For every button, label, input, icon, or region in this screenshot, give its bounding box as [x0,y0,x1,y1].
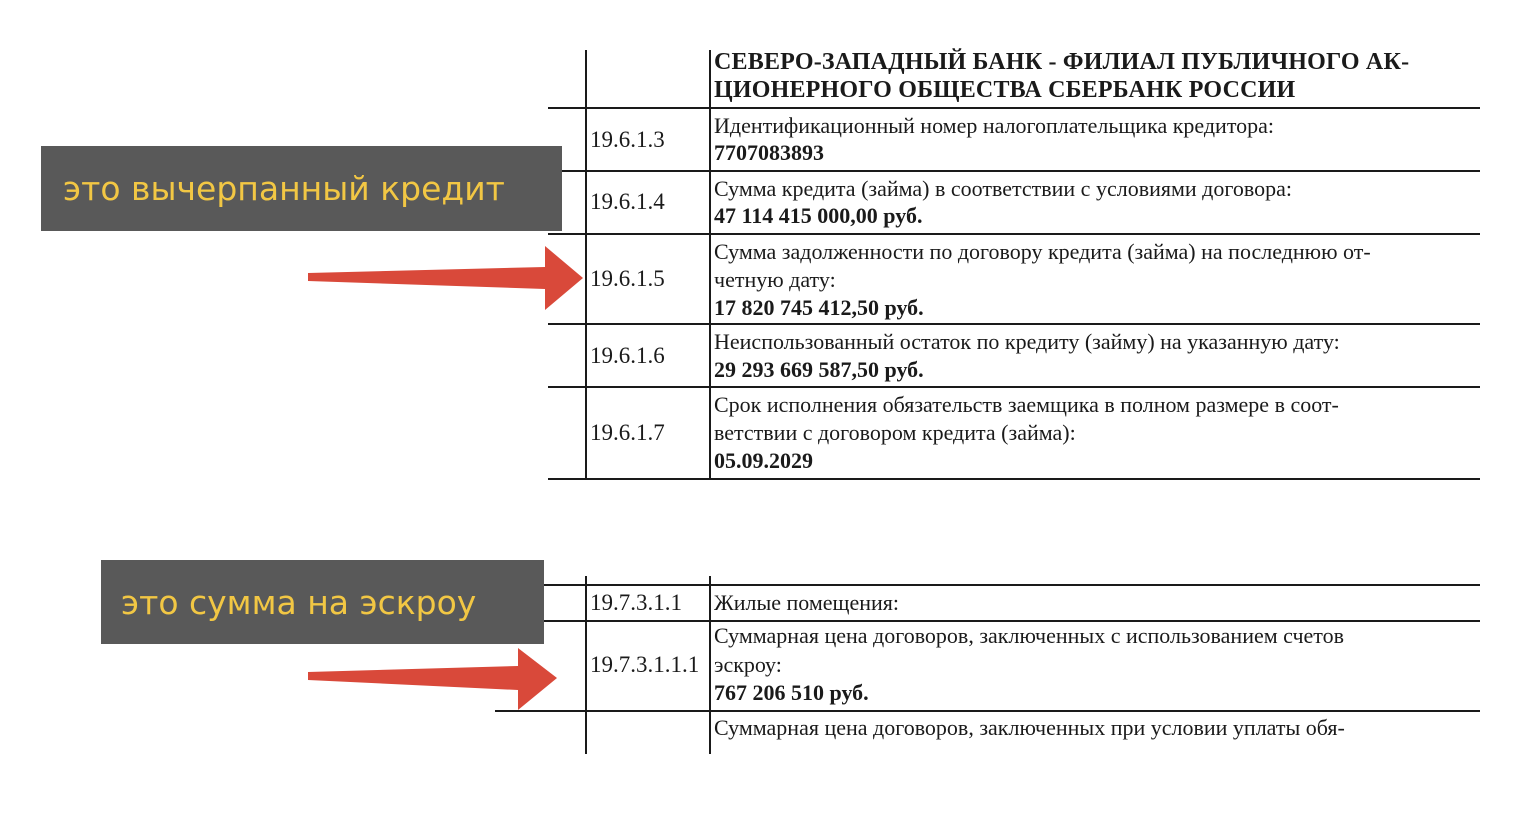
table2-divider-mid [709,576,711,754]
row-code: 19.7.3.1.1 [590,590,682,615]
row-label: четную дату: [714,267,836,292]
row-label: эскроу: [714,652,782,677]
annotation-tag-escrow [101,560,544,644]
bank-name-line1: СЕВЕРО-ЗАПАДНЫЙ БАНК - ФИЛИАЛ ПУБЛИЧНОГО АК- [714,49,1410,75]
annotation-tag-escrow-label: это сумма на эскроу [121,582,477,622]
row-code: 19.6.1.4 [590,189,665,214]
row-label: Неиспользованный остаток по кредиту (займу) на указанную дату: [714,329,1340,354]
table1-rule [548,170,1480,172]
table2-rule [495,710,1480,712]
row-label: Срок исполнения обязательств заемщика в полном размере в соот- [714,392,1339,417]
row-label: Жилые помещения: [714,590,900,615]
row-label: ветствии с договором кредита (займа): [714,420,1076,445]
row-label: Суммарная цена договоров, заключенных с использованием счетов [714,623,1345,648]
annotation-tag-credit [41,146,562,231]
row-value: 05.09.2029 [714,448,813,473]
row-label: Идентификационный номер налогоплательщика кредитора: [714,113,1275,138]
table1-rule [548,323,1480,325]
row-code: 19.6.1.6 [590,343,665,368]
row-value: 17 820 745 412,50 руб. [714,295,924,320]
table2-rule [495,584,1480,586]
row-value: 767 206 510 руб. [714,680,869,705]
table1-rule [548,386,1480,388]
table1-rule [548,107,1480,109]
row-value: 7707083893 [714,140,824,165]
table1-divider-mid [709,50,711,480]
row-label: Сумма кредита (займа) в соответствии с условиями договора: [714,176,1292,201]
row-code: 19.7.3.1.1.1 [590,652,700,677]
annotation-tag-credit-label: это вычерпанный кредит [63,169,505,208]
row-code: 19.6.1.3 [590,127,665,152]
bank-name-line2: ЦИОНЕРНОГО ОБЩЕСТВА СБЕРБАНК РОССИИ [714,77,1296,103]
row-label: Суммарная цена договоров, заключенных при условии уплаты обя- [714,715,1345,740]
row-code: 19.6.1.5 [590,266,665,291]
row-code: 19.6.1.7 [590,420,665,445]
table1-rule [548,233,1480,235]
row-label: Сумма задолженности по договору кредита (займа) на последнюю от- [714,239,1371,264]
arrow-right-icon [300,240,590,320]
row-value: 47 114 415 000,00 руб. [714,203,923,228]
row-value: 29 293 669 587,50 руб. [714,357,924,382]
arrow-right-icon [300,645,565,715]
table1-rule [548,478,1480,480]
table2-divider-left [585,576,587,754]
